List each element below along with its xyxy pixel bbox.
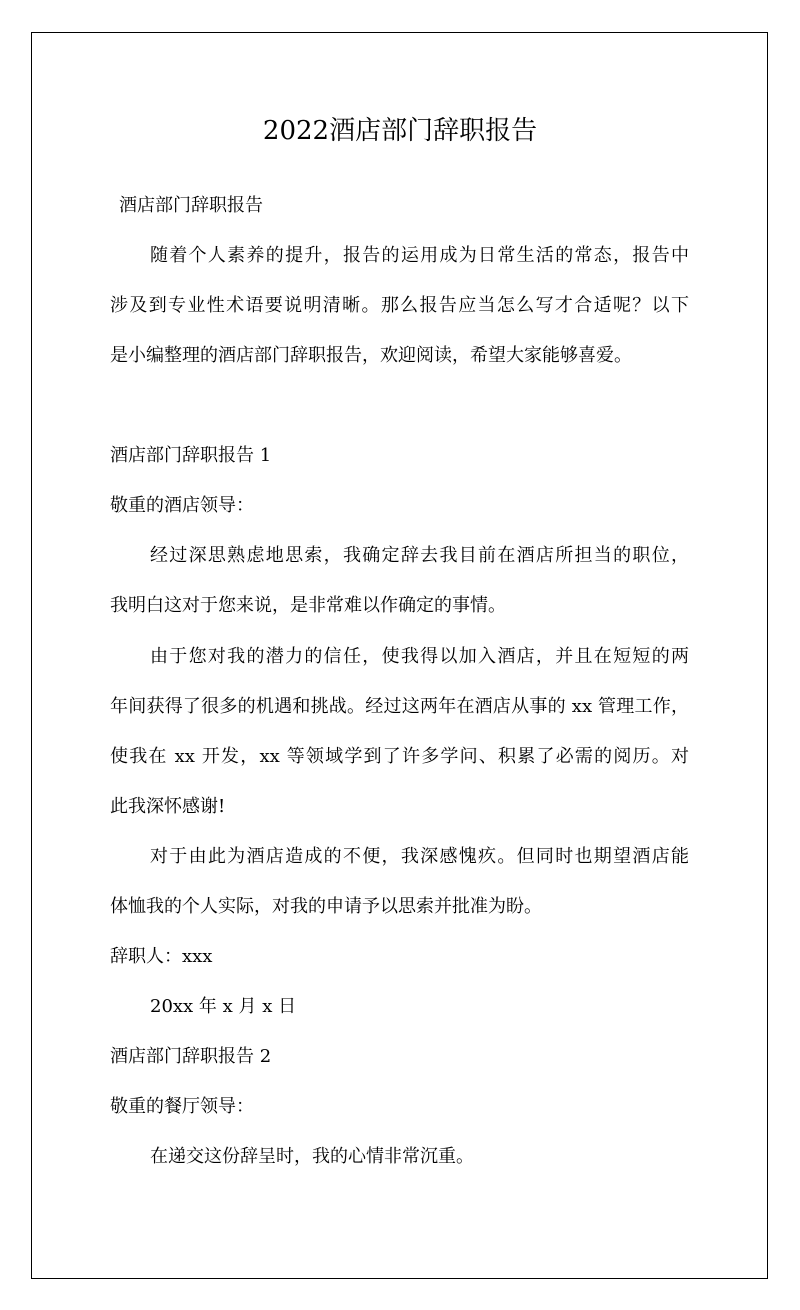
report1-para3-line-2: 体恤我的个人实际，对我的申请予以思索并批准为盼。 — [110, 896, 542, 917]
report1-salutation: 敬重的酒店领导： — [110, 495, 254, 516]
report1-para1-line-2: 我明白这对于您来说，是非常难以作确定的事情。 — [110, 595, 506, 616]
report2-para1-line-1: 在递交这份辞呈时，我的心情非常沉重。 — [150, 1146, 474, 1167]
report2-heading: 酒店部门辞职报告 2 — [110, 1046, 272, 1067]
report1-date: 20xx 年 x 月 x 日 — [150, 996, 297, 1017]
document-title: 2022酒店部门辞职报告 — [262, 116, 538, 146]
report1-para2-line-1: 由于您对我的潜力的信任，使我得以加入酒店，并且在短短的两 — [150, 646, 689, 667]
intro-line-2: 涉及到专业性术语要说明清晰。那么报告应当怎么写才合适呢？以下 — [110, 295, 689, 316]
report1-para2-line-2: 年间获得了很多的机遇和挑战。经过这两年在酒店从事的 xx 管理工作， — [110, 696, 689, 717]
intro-line-1: 随着个人素养的提升，报告的运用成为日常生活的常态，报告中 — [150, 245, 689, 266]
report1-signer: 辞职人：xxx — [110, 946, 213, 967]
report1-para2-line-4: 此我深怀感谢! — [110, 796, 226, 817]
report1-para2-line-3: 使我在 xx 开发，xx 等领域学到了许多学问、积累了必需的阅历。对 — [110, 746, 689, 767]
report1-heading: 酒店部门辞职报告 1 — [110, 445, 272, 466]
intro-line-3: 是小编整理的酒店部门辞职报告，欢迎阅读，希望大家能够喜爱。 — [110, 345, 632, 366]
document-subtitle: 酒店部门辞职报告 — [119, 195, 263, 216]
report1-para1-line-1: 经过深思熟虑地思索，我确定辞去我目前在酒店所担当的职位， — [150, 545, 689, 566]
report1-para3-line-1: 对于由此为酒店造成的不便，我深感愧疚。但同时也期望酒店能 — [150, 846, 689, 867]
report2-salutation: 敬重的餐厅领导： — [110, 1096, 254, 1117]
